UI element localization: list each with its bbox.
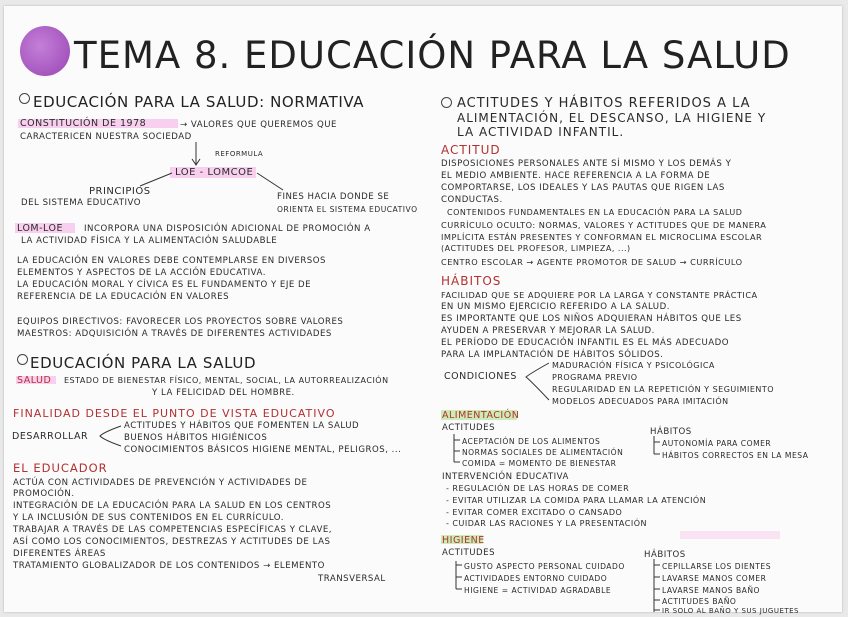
title-circle <box>20 26 70 76</box>
lom-text-1: INCORPORA UNA DISPOSICIÓN ADICIONAL DE PROMOCIÓN A <box>84 224 371 234</box>
alimentacion-actitud-2: NORMAS SOCIALES DE ALIMENTACIÓN <box>462 448 624 457</box>
actitud-text-5: CONTENIDOS FUNDAMENTALES EN LA EDUCACIÓN PARA LA SALUD <box>447 208 743 217</box>
constitucion-text-2: CARACTERICEN NUESTRA SOCIEDAD <box>20 132 192 142</box>
higiene-habito-1: CEPILLARSE LOS DIENTES <box>662 562 772 571</box>
habitos-text-6: PARA LA IMPLANTACIÓN DE HÁBITOS SÓLIDOS. <box>441 350 664 360</box>
salud-label: SALUD <box>17 375 52 386</box>
higiene-habito-3: LAVARSE MANOS BAÑO <box>662 586 761 595</box>
condiciones-item-3: REGULARIDAD EN LA REPETICIÓN Y SEGUIMIENTO <box>552 385 775 394</box>
intervencion-item-4: - CUIDAR LAS RACIONES Y LA PRESENTACIÓN <box>446 519 647 528</box>
actitud-text-6: CURRÍCULO OCULTO: NORMAS, VALORES Y ACTITUDES QUE DE MANERA <box>441 220 767 230</box>
habitos-text-3: ES IMPORTANTE QUE LOS NIÑOS ADQUIERAN HÁBITOS QUE LES <box>441 314 742 324</box>
habitos-heading: HÁBITOS <box>441 274 502 288</box>
valores-text-3: LA EDUCACIÓN MORAL Y CÍVICA ES EL FUNDAMENTO Y EJE DE <box>17 280 312 290</box>
lom-label: LOM-LOE <box>17 223 63 234</box>
actitud-heading: ACTITUD <box>441 143 501 157</box>
salud-text-2: Y LA FELICIDAD DEL HOMBRE. <box>152 388 295 398</box>
section-bullet <box>441 97 452 108</box>
equipos-text: EQUIPOS DIRECTIVOS: FAVORECER LOS PROYECTOS SOBRE VALORES <box>17 317 344 327</box>
alimentacion-actitud-3: COMIDA = MOMENTO DE BIENESTAR <box>462 459 617 468</box>
higiene-habito-4: ACTITUDES BAÑO <box>662 597 737 606</box>
actitud-text-3: COMPORTARSE, LOS IDEALES Y LAS PAUTAS QUE RIGEN LAS <box>441 183 725 193</box>
higiene-heading: HIGIENE <box>442 535 485 546</box>
higiene-habito-2: LAVARSE MANOS COMER <box>662 574 767 583</box>
right-heading-3: LA ACTIVIDAD INFANTIL. <box>457 125 625 139</box>
actitud-text-8: (ACTITUDES DEL PROFESOR, LIMPIEZA, ...) <box>441 244 631 253</box>
higiene-actitud-2: ACTIVIDADES ENTORNO CUIDADO <box>464 574 608 583</box>
habitos-text-5: EL PERÍODO DE EDUCACIÓN INFANTIL ES EL MÁS ADECUADO <box>441 338 729 348</box>
educador-text-5: TRABAJAR A TRAVÉS DE LAS COMPETENCIAS ESPECÍFICAS Y CLAVE, <box>13 525 333 535</box>
maestros-text: MAESTROS: ADQUISICIÓN A TRAVÉS DE DIFERENTES ACTIVIDADES <box>17 329 332 339</box>
alimentacion-habito-1: AUTONOMÍA PARA COMER <box>662 439 772 448</box>
principios-label: PRINCIPIOS <box>89 186 151 197</box>
educador-text-3: INTEGRACIÓN DE LA EDUCACIÓN PARA LA SALUD EN LOS CENTROS <box>13 501 332 511</box>
section-bullet <box>19 93 30 104</box>
reformula-label: REFORMULA <box>215 150 264 158</box>
condiciones-item-1: MADURACIÓN FÍSICA Y PSICOLÓGICA <box>552 361 715 370</box>
constitucion-label: CONSTITUCIÓN DE 1978 <box>20 118 147 129</box>
section-heading-educacion: EDUCACIÓN PARA LA SALUD <box>30 354 257 372</box>
valores-text-2: ELEMENTOS Y ASPECTOS DE LA ACCIÓN EDUCATIVA. <box>17 268 266 278</box>
condiciones-label: CONDICIONES <box>444 371 517 382</box>
educador-text-9: TRANSVERSAL <box>318 574 386 584</box>
right-heading-1: ACTITUDES Y HÁBITOS REFERIDOS A LA <box>457 96 751 111</box>
fines-label: FINES HACIA DONDE SE <box>277 192 390 202</box>
section-bullet <box>17 354 28 365</box>
desarrollar-item-3: CONOCIMIENTOS BÁSICOS HIGIENE MENTAL, PELIGROS, ... <box>124 445 402 455</box>
alimentacion-actitudes-label: ACTITUDES <box>442 423 496 433</box>
educador-text-6: ASÍ COMO LOS CONOCIMIENTOS, DESTREZAS Y ACTITUDES DE LAS <box>13 537 331 547</box>
actitud-text-9: CENTRO ESCOLAR → AGENTE PROMOTOR DE SALUD → CURRÍCULO <box>441 257 743 267</box>
loe-label: LOE - LOMCOE <box>175 167 254 178</box>
page-title: TEMA 8. EDUCACIÓN PARA LA SALUD <box>74 34 791 77</box>
higiene-actitudes-label: ACTITUDES <box>442 548 496 558</box>
alimentacion-habitos-label: HÁBITOS <box>650 427 692 437</box>
higiene-habitos-label: HÁBITOS <box>644 550 686 560</box>
actitud-text-2: EL MEDIO AMBIENTE. HACE REFERENCIA A LA FORMA DE <box>441 171 711 181</box>
intervencion-heading: INTERVENCIÓN EDUCATIVA <box>442 472 569 482</box>
actitud-text-7: IMPLÍCITA ESTÁN PRESENTES Y CONFORMAN EL MICROCLIMA ESCOLAR <box>441 232 763 242</box>
educador-text-8: TRATAMIENTO GLOBALIZADOR DE LOS CONTENIDOS → ELEMENTO <box>13 561 325 571</box>
intervencion-item-1: - REGULACIÓN DE LAS HORAS DE COMER <box>446 484 630 493</box>
desarrollar-label: DESARROLLAR <box>12 431 89 442</box>
finalidad-heading: FINALIDAD DESDE EL PUNTO DE VISTA EDUCATIVO <box>13 407 336 420</box>
higiene-actitud-3: HIGIENE = ACTIVIDAD AGRADABLE <box>464 586 612 595</box>
habitos-text-1: FACILIDAD QUE SE ADQUIERE POR LA LARGA Y CONSTANTE PRÁCTICA <box>441 290 758 300</box>
intervencion-item-2: - EVITAR UTILIZAR LA COMIDA PARA LLAMAR LA ATENCIÓN <box>446 496 707 505</box>
condiciones-item-2: PROGRAMA PREVIO <box>552 373 638 382</box>
educador-text-4: Y LA INCLUSIÓN DE SUS CONTENIDOS EN EL CURRÍCULO. <box>13 513 284 523</box>
desarrollar-item-1: ACTITUDES Y HÁBITOS QUE FOMENTEN LA SALUD <box>124 421 360 431</box>
higiene-habito-5: IR SOLO AL BAÑO Y SUS JUGUETES <box>662 607 800 615</box>
educador-text-7: DIFERENTES ÁREAS <box>13 549 106 559</box>
principios-label-2: DEL SISTEMA EDUCATIVO <box>21 198 142 208</box>
section-heading-normativa: EDUCACIÓN PARA LA SALUD: NORMATIVA <box>33 93 365 111</box>
educador-text-1: ACTÚA CON ACTIVIDADES DE PREVENCIÓN Y ACTIVIDADES DE <box>13 478 308 488</box>
fines-label-2: ORIENTA EL SISTEMA EDUCATIVO <box>277 205 418 214</box>
valores-text-4: REFERENCIA DE LA EDUCACIÓN EN VALORES <box>17 292 230 302</box>
alimentacion-actitud-1: ACEPTACIÓN DE LOS ALIMENTOS <box>462 437 601 446</box>
habitos-text-4: AYUDEN A PRESERVAR Y MEJORAR LA SALUD. <box>441 326 655 336</box>
lom-text-2: LA ACTIVIDAD FÍSICA Y LA ALIMENTACIÓN SALUDABLE <box>21 236 278 246</box>
alimentacion-habito-2: HÁBITOS CORRECTOS EN LA MESA <box>662 451 809 460</box>
higiene-actitud-1: GUSTO ASPECTO PERSONAL CUIDADO <box>464 562 625 571</box>
educador-heading: EL EDUCADOR <box>13 461 108 475</box>
intervencion-item-3: - EVITAR COMER EXCITADO O CANSADO <box>446 508 623 517</box>
salud-text-1: ESTADO DE BIENESTAR FÍSICO, MENTAL, SOCIAL, LA AUTORREALIZACIÓN <box>64 376 389 385</box>
habitos-text-2: EN UN MISMO EJERCICIO REFERIDO A LA SALUD. <box>441 302 670 312</box>
desarrollar-item-2: BUENOS HÁBITOS HIGIÉNICOS <box>124 433 268 443</box>
actitud-text-1: DISPOSICIONES PERSONALES ANTE SÍ MISMO Y LOS DEMÁS Y <box>441 159 732 169</box>
constitucion-text: → VALORES QUE QUEREMOS QUE <box>180 120 337 130</box>
alimentacion-heading: ALIMENTACIÓN <box>442 410 520 421</box>
highlight-right <box>680 531 780 539</box>
condiciones-item-4: MODELOS ADECUADOS PARA IMITACIÓN <box>552 397 729 406</box>
valores-text-1: LA EDUCACIÓN EN VALORES DEBE CONTEMPLARSE EN DIVERSOS <box>17 256 326 266</box>
actitud-text-4: CONDUCTAS. <box>441 195 503 205</box>
educador-text-2: PROMOCIÓN. <box>13 489 75 499</box>
right-heading-2: ALIMENTACIÓN, EL DESCANSO, LA HIGIENE Y <box>457 111 767 125</box>
